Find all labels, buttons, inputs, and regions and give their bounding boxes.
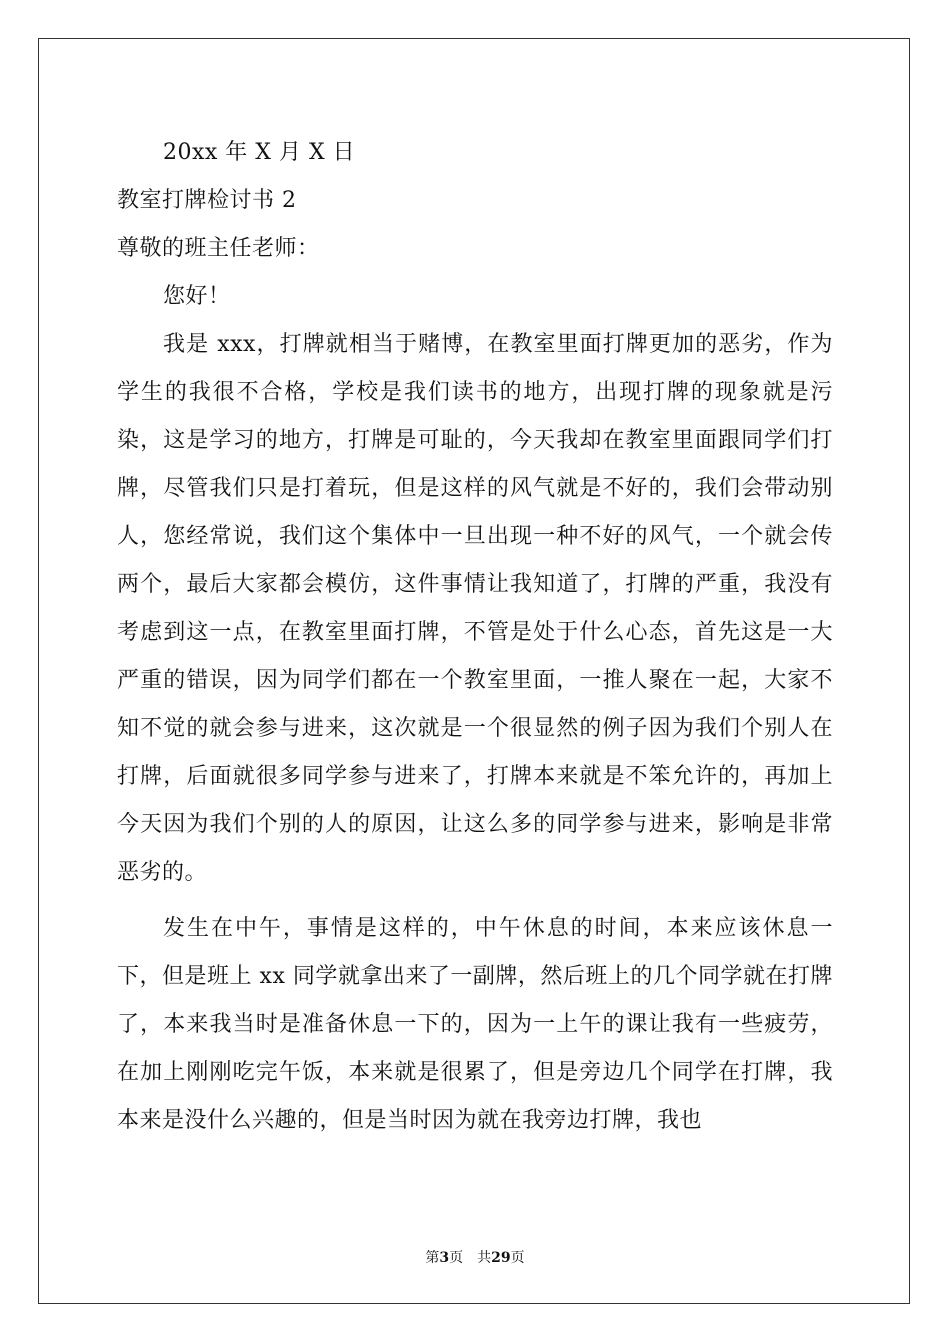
page-footer — [0, 1247, 950, 1267]
paragraph-1: 我是 xxx，打牌就相当于赌博，在教室里面打牌更加的恶劣，作为学生的我很不合格，学校是我们读书的地方，出现打牌的现象就是污染，这是学习的地方，打牌是可耻的，今天我却在教室里面跟同学们打牌，尽管我们只是打着玩，但是这样的风气就是不好的，我们会带动别人，您经常说，我们这个集体中一旦出现一种不好的风气，一个就会传两个，最后大家都会模仿，这件事情让我知道了，打牌的严重，我没有考虑到这一点，在教室里面打牌，不管是处于什么心态，首先这是一大严重的错误，因为同学们都在一个教室里面，一推人聚在一起，大家不知不觉的就会参与进来，这次就是一个很显然的例子因为我们个别人在打牌，后面就很多同学参与进来了，打牌本来就是不笨允许的，再加上今天因为我们个别的人的原因，让这么多的同学参与进来，影响是非常恶劣的。 — [117, 332, 833, 885]
page-unit: 页 — [449, 1250, 464, 1266]
date-line: 20xx 年 X 月 X 日 — [163, 140, 356, 165]
document-title: 教室打牌检讨书 2 — [117, 188, 297, 213]
greeting: 您好！ — [163, 284, 231, 309]
salutation: 尊敬的班主任老师： — [117, 236, 320, 261]
page-total: 29 — [491, 1250, 511, 1266]
total-unit: 页 — [510, 1250, 525, 1266]
page-prefix: 第 — [425, 1250, 440, 1266]
paragraph-2: 发生在中午，事情是这样的，中午休息的时间，本来应该休息一下，但是班上 xx 同学就拿出来了一副牌，然后班上的几个同学就在打牌了，本来我当时是准备休息一下的，因为一上午的课让我有一些疲劳，在加上刚刚吃完午饭，本来就是很累了，但是旁边几个同学在打牌，我本来是没什么兴趣的，但是当时因为就在我旁边打牌，我也 — [117, 916, 833, 1133]
page-current: 3 — [439, 1250, 450, 1266]
total-prefix: 共 — [477, 1250, 492, 1266]
document-body — [117, 129, 833, 1153]
